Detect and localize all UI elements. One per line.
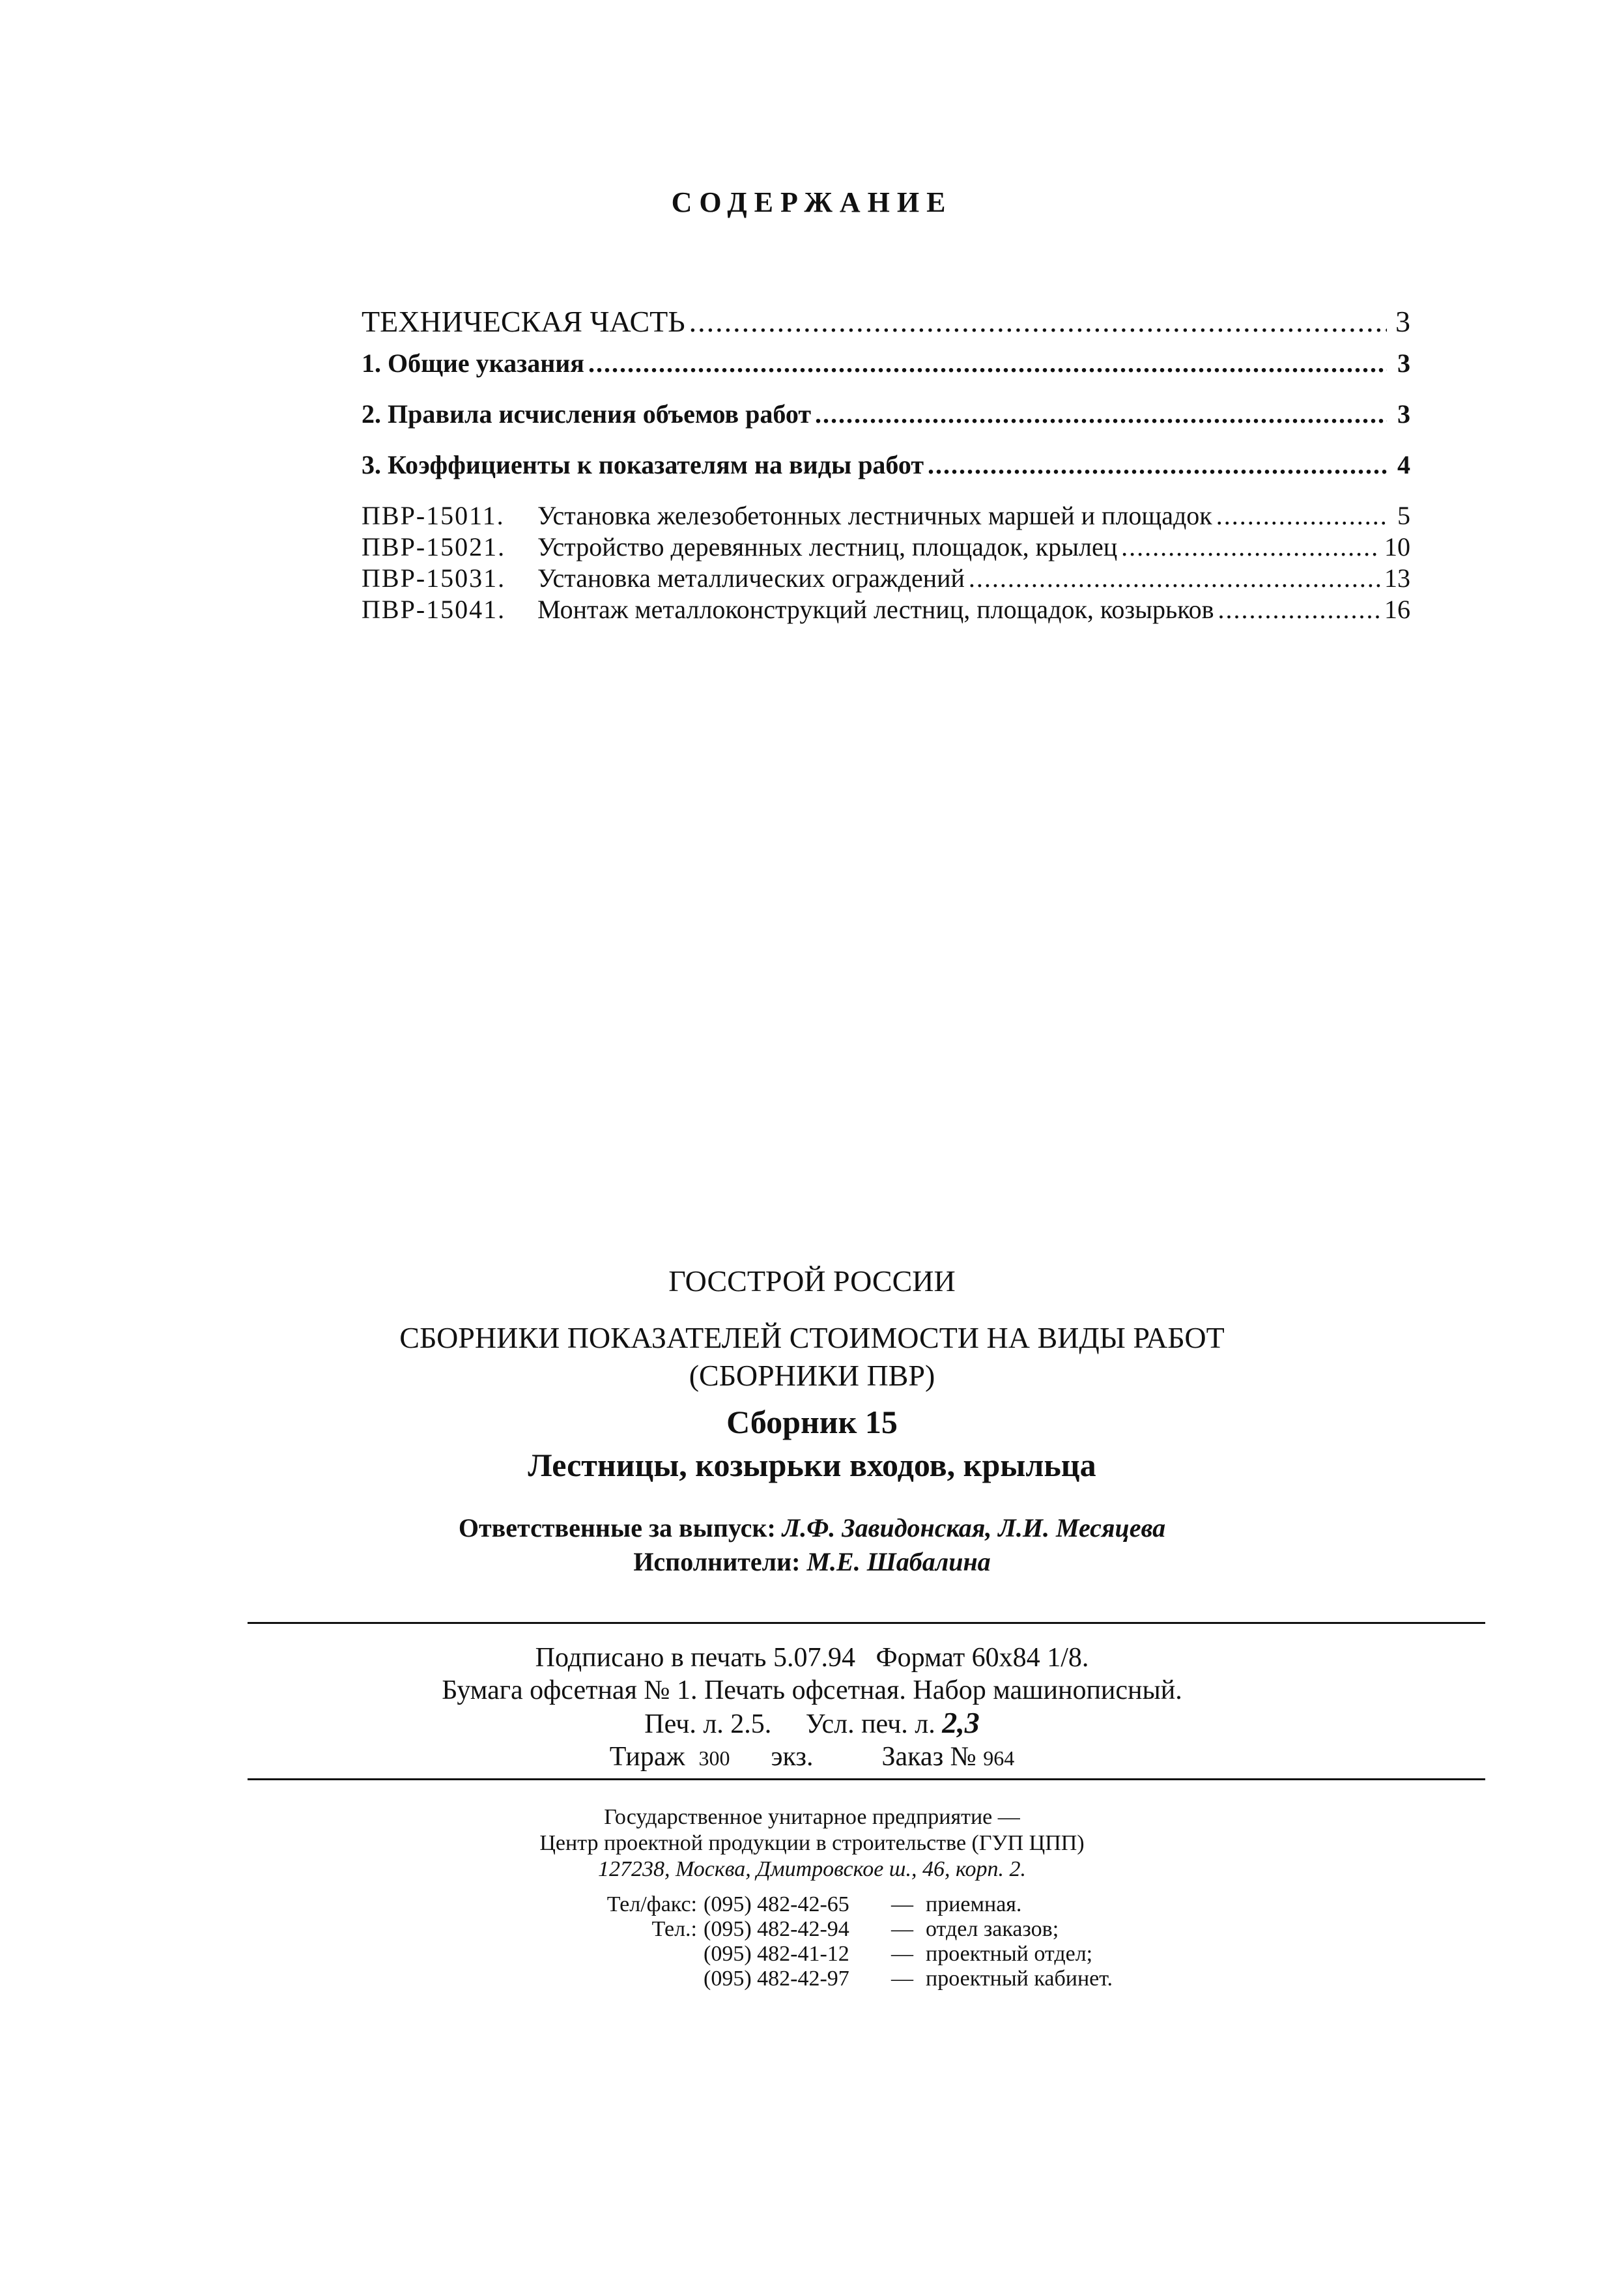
- phone-dash: —: [891, 1942, 913, 1966]
- toc-entry-pvr-15031[interactable]: [362, 563, 1410, 594]
- executors-label: Исполнители:: [633, 1547, 801, 1576]
- toc-leader-dots: [588, 348, 1387, 379]
- toc-entry-text: [362, 532, 1117, 563]
- order-label: Заказ №: [881, 1742, 976, 1772]
- toc-entry-label: Монтаж металлоконструкций лестниц, площадок, козырьков: [537, 595, 1214, 624]
- toc-entry-code: ПВР-15021.: [362, 532, 506, 562]
- toc-title: СОДЕРЖАНИЕ: [671, 186, 953, 218]
- toc-entry-text: [362, 594, 1214, 625]
- series-title: СБОРНИКИ ПОКАЗАТЕЛЕЙ СТОИМОСТИ НА ВИДЫ РАБОТ: [399, 1321, 1225, 1354]
- toc-leader-dots: [1216, 500, 1387, 532]
- toc-entry-text: [362, 563, 965, 594]
- phone-row: [567, 1917, 1113, 1942]
- print-sheets-label: Печ. л.: [644, 1709, 724, 1739]
- bottom-divider: [248, 1778, 1485, 1780]
- table-of-contents: [362, 306, 1410, 625]
- phone-row: [567, 1967, 1113, 1991]
- imprint-series: [0, 1319, 1624, 1395]
- phone-number: (095) 482-42-65: [704, 1892, 849, 1916]
- phone-row: [567, 1892, 1113, 1917]
- run-line: [0, 1741, 1624, 1774]
- toc-entry-pvr-15041[interactable]: [362, 594, 1410, 625]
- phone-desc: проектный отдел;: [926, 1942, 1093, 1966]
- signed-line: [0, 1642, 1624, 1674]
- cond-sheets-value: 2,3: [942, 1706, 980, 1739]
- format-label: Формат 60х84: [876, 1643, 1040, 1673]
- toc-entry-label: 2. Правила исчисления объемов работ: [362, 399, 811, 429]
- toc-entry-text: [362, 500, 1212, 532]
- volume-subject: Лестницы, козырьки входов, крыльца: [528, 1447, 1096, 1483]
- phone-prefix: Тел.:: [651, 1917, 697, 1941]
- print-sheets-value: 2.5.: [730, 1709, 772, 1739]
- toc-entry-section-1[interactable]: [362, 348, 1410, 379]
- toc-leader-dots: [815, 399, 1387, 430]
- toc-leader-dots: [689, 306, 1387, 337]
- toc-entry-label: 1. Общие указания: [362, 348, 584, 378]
- signed-label: Подписано в печать: [535, 1643, 767, 1673]
- toc-entry-page: 5: [1397, 501, 1410, 530]
- phone-prefix: Тел/факс:: [606, 1892, 697, 1916]
- responsible-label: Ответственные за выпуск:: [458, 1513, 776, 1543]
- publisher-block: [0, 1804, 1624, 1883]
- format-value: 1/8.: [1047, 1643, 1089, 1673]
- imprint-volume: [0, 1400, 1624, 1486]
- cond-sheets-label: Усл. печ. л.: [805, 1709, 935, 1739]
- toc-entry-section-2[interactable]: [362, 399, 1410, 430]
- phone-dash: —: [891, 1892, 913, 1916]
- publisher-line-2: Центр проектной продукции в строительстве (ГУП ЦПП): [539, 1831, 1085, 1855]
- phone-prefix: [567, 1967, 697, 1991]
- publisher-line-1: Государственное унитарное предприятие —: [604, 1805, 1020, 1829]
- run-value: 300: [698, 1746, 730, 1770]
- phone-number: (095) 482-42-94: [704, 1917, 849, 1941]
- responsible-line: [0, 1511, 1624, 1545]
- toc-entry-page: 3: [1397, 348, 1410, 378]
- run-unit: экз.: [771, 1742, 814, 1772]
- volume-number: Сборник 15: [726, 1404, 898, 1440]
- phone-number: (095) 482-41-12: [704, 1942, 849, 1966]
- toc-entry-label: Устройство деревянных лестниц, площадок, крылец: [537, 532, 1118, 562]
- toc-entry-page: 16: [1384, 595, 1410, 624]
- phone-dash: —: [891, 1917, 913, 1941]
- toc-entry-label: ТЕХНИЧЕСКАЯ ЧАСТЬ: [362, 305, 685, 338]
- phone-dash: —: [891, 1967, 913, 1991]
- toc-leader-dots: [1218, 594, 1380, 625]
- toc-entry-pvr-15021[interactable]: [362, 532, 1410, 563]
- phone-desc: отдел заказов;: [926, 1917, 1059, 1941]
- toc-entry-page: 3: [1395, 305, 1410, 338]
- order-value: 964: [983, 1746, 1015, 1770]
- toc-entry-technical-part[interactable]: [362, 306, 1410, 337]
- phone-row: [567, 1942, 1113, 1967]
- responsible-names: Л.Ф. Завидонская, Л.И. Месяцева: [782, 1513, 1166, 1543]
- top-divider: [248, 1622, 1485, 1624]
- imprint-organization: ГОССТРОЙ РОССИИ: [668, 1264, 956, 1298]
- toc-leader-dots: [1121, 532, 1380, 563]
- toc-entry-page: 10: [1384, 532, 1410, 562]
- toc-entry-label: Установка железобетонных лестничных маршей и площадок: [537, 501, 1212, 530]
- toc-leader-dots: [969, 563, 1380, 594]
- toc-entry-code: ПВР-15031.: [362, 563, 506, 593]
- sheets-line: [0, 1707, 1624, 1741]
- phone-desc: приемная.: [926, 1892, 1022, 1916]
- toc-entry-page: 4: [1397, 450, 1410, 479]
- toc-entry-label: 3. Коэффициенты к показателям на виды работ: [362, 450, 924, 479]
- imprint-credits: [0, 1511, 1624, 1579]
- toc-entry-section-3[interactable]: [362, 449, 1410, 481]
- executors-line: [0, 1545, 1624, 1579]
- toc-entry-page: 13: [1384, 563, 1410, 593]
- series-short: (СБОРНИКИ ПВР): [689, 1359, 935, 1392]
- phone-prefix: [567, 1942, 697, 1967]
- run-label: Тираж: [609, 1742, 685, 1772]
- executors-names: М.Е. Шабалина: [806, 1547, 991, 1576]
- phone-list: [567, 1892, 1113, 1991]
- toc-entry-page: 3: [1397, 399, 1410, 429]
- toc-entry-label: Установка металлических ограждений: [537, 563, 965, 593]
- phone-desc: проектный кабинет.: [926, 1967, 1113, 1991]
- publication-details: [0, 1642, 1624, 1774]
- toc-entry-pvr-15011[interactable]: [362, 500, 1410, 532]
- signed-date: 5.07.94: [773, 1643, 855, 1673]
- publisher-address: 127238, Москва, Дмитровское ш., 46, корп. 2.: [597, 1857, 1027, 1881]
- paper-line: Бумага офсетная № 1. Печать офсетная. Набор машинописный.: [442, 1675, 1182, 1705]
- phone-number: (095) 482-42-97: [704, 1967, 849, 1991]
- toc-leader-dots: [928, 449, 1387, 481]
- toc-entry-code: ПВР-15041.: [362, 595, 506, 624]
- toc-entry-code: ПВР-15011.: [362, 501, 505, 530]
